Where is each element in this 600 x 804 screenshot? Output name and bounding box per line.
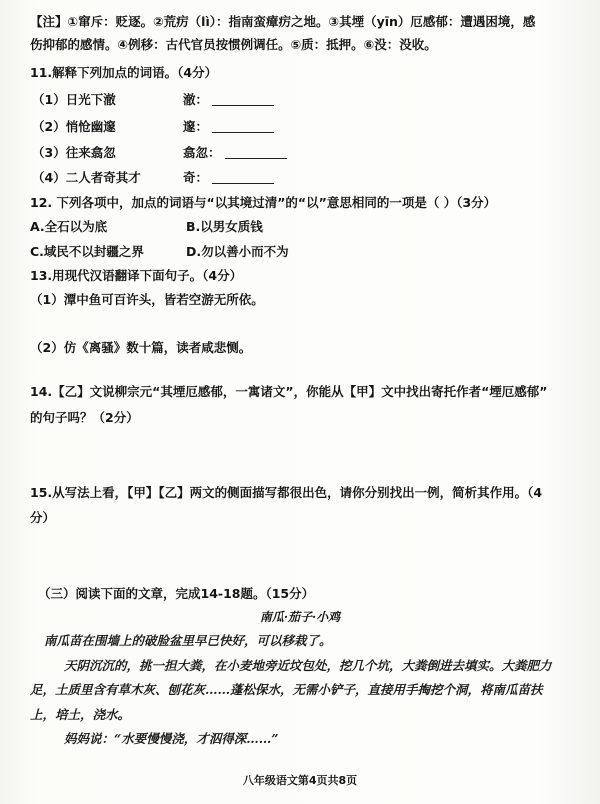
passage-paragraph-2-line-2: 足，土质里含有草木灰、刨花灰……蓬松保水，无需小铲子，直接用手掏挖个洞，将南瓜苗扶 — [30, 682, 543, 697]
answer-blank — [225, 157, 287, 159]
answer-blank — [212, 131, 274, 133]
section-3-stem: （三）阅读下面的文章，完成14-18题。（15分） — [38, 586, 315, 601]
q11-item-1-answer — [183, 92, 274, 108]
q11-item-1-label: （1）日光下澈 — [32, 92, 116, 107]
q11-item-3-answer — [183, 145, 287, 161]
q11-item-2-answer — [183, 119, 274, 135]
q11-item-3-word: 翕忽： — [183, 145, 221, 160]
q11-item-1-word: 澈： — [183, 92, 209, 107]
answer-blank — [212, 182, 274, 184]
answer-blank — [212, 104, 274, 106]
note-line-1: 【注】①窜斥：贬逐。②荒疠（lì）：指南蛮瘴疠之地。③其堙（yīn）厄感郁：遭遇困境，感 — [30, 14, 536, 29]
q11-item-4-word: 奇： — [183, 170, 209, 185]
q12-option-c: C.域民不以封疆之界 — [30, 244, 144, 259]
q11-item-2-label: （2）悄怆幽邃 — [32, 119, 116, 134]
passage-paragraph-2-line-1: 天阴沉沉的，挑一担大粪，在小麦地旁近坟包处，挖几个坑，大粪倒进去填实。大粪肥力 — [64, 658, 552, 673]
q11-item-2-word: 邃： — [183, 119, 209, 134]
passage-paragraph-3: 妈妈说：“水要慢慢浇，才泅得深……” — [64, 731, 279, 746]
q13-sentence-1: （1）潭中鱼可百许头，皆若空游无所依。 — [30, 292, 264, 307]
q11-item-4-label: （4）二人者奇其才 — [32, 170, 141, 185]
q11-item-4-answer — [183, 170, 274, 186]
q13-sentence-2: （2）仿《离骚》数十篇，读者咸悲恻。 — [30, 340, 252, 355]
q13-stem: 13.用现代汉语翻译下面句子。（4分） — [30, 268, 243, 283]
page-footer: 八年级语文第4页共8页 — [242, 774, 358, 787]
note-line-2: 伤抑郁的感情。④例移：古代官员按惯例调任。⑤质：抵押。⑥没：没收。 — [30, 37, 437, 52]
q11-stem: 11.解释下列加点的词语。（4分） — [30, 65, 218, 80]
q14-line-2: 的句子吗？（2分） — [30, 410, 139, 425]
passage-title: 南瓜·茄子·小鸡 — [259, 610, 341, 624]
q11-item-3-label: （3）往来翕忽 — [32, 145, 116, 160]
passage-paragraph-1: 南瓜苗在围墙上的破脸盆里早已快好，可以移栽了。 — [44, 633, 332, 648]
passage-paragraph-2-line-3: 上，培土，浇水。 — [30, 707, 131, 722]
q15-line-1: 15.从写法上看，【甲】【乙】两文的侧面描写都很出色，请你分别找出一例，简析其作用。（4 — [30, 485, 543, 500]
q14-line-1: 14.【乙】文说柳宗元“其堙厄感郁，一寓诸文”，你能从【甲】文中找出寄托作者“堙厄感郁” — [30, 384, 548, 399]
q12-option-d: D.勿以善小而不为 — [186, 244, 289, 259]
q12-option-b: B.以男女质钱 — [186, 219, 263, 234]
q15-line-2: 分） — [30, 510, 56, 525]
q12-stem: 12. 下列各项中，加点的词语与“以其境过清”的“以”意思相同的一项是（ ）（3分） — [30, 195, 497, 210]
q12-option-a: A.全石以为底 — [30, 219, 108, 234]
